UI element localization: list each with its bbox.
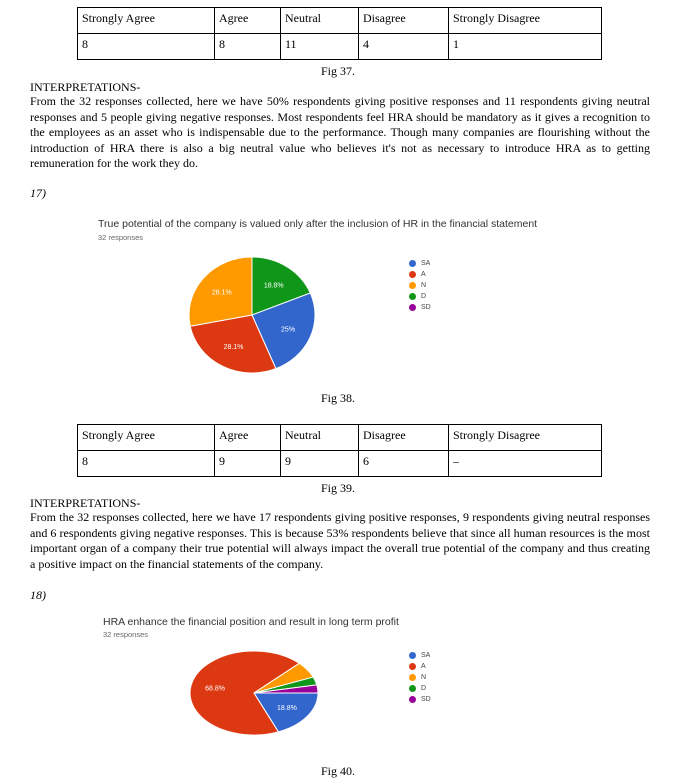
legend-label: A <box>421 663 426 670</box>
interpretation-paragraph: From the 32 responses collected, here we have 17 respondents giving positive responses, 9 respondents giving neutral responses and 6 respondents giving negative responses. This is because 53% respondents believe that since all human resources is the most important organ of a company their true potential will always impact the overall true potential of the company and thus creating a positive impact on the financial statements of the company. <box>30 510 650 571</box>
fig-37-caption: Fig 37. <box>320 64 355 78</box>
interpretation-paragraph: From the 32 responses collected, here we have 50% respondents giving positive responses and 11 respondents giving neutral responses and 5 people giving negative responses. Most respondents feel HRA should be mandatory as it gives a recognition to the employees as an asset who is indispensable due to the performance. Though many companies are flourishing without the introduction of HRA there is also a big neutral value who believes it's not as necessary to introduce HRA as to getting remuneration for the work they do. <box>30 94 650 170</box>
value-cell: 4 <box>359 34 449 60</box>
legend-item-sa <box>409 258 431 269</box>
header-cell: Strongly Disagree <box>449 8 602 34</box>
legend-item-n <box>409 672 431 683</box>
fig-38-caption: Fig 38. <box>320 391 355 405</box>
responses-table-fig39 <box>77 424 602 477</box>
value-cell: 9 <box>215 451 281 477</box>
fig-40-caption: Fig 40. <box>320 764 355 778</box>
legend-swatch <box>409 696 416 703</box>
legend-label: D <box>421 685 427 692</box>
slice-label: 18.8% <box>277 704 297 712</box>
value-cell: 1 <box>449 34 602 60</box>
legend-label: A <box>421 271 426 278</box>
legend-label: N <box>421 674 427 681</box>
header-cell: Strongly Agree <box>78 425 215 451</box>
legend-item-sd <box>409 302 431 313</box>
legend-label: SD <box>421 304 431 311</box>
header-cell: Agree <box>215 425 281 451</box>
chart-title: True potential of the company is valued only after the inclusion of HR in the financial statement <box>98 218 538 230</box>
value-cell: 9 <box>281 451 359 477</box>
legend-item-sa <box>409 650 431 661</box>
slice-label: 25% <box>281 326 296 334</box>
header-cell: Neutral <box>281 425 359 451</box>
legend-swatch <box>409 260 416 267</box>
legend-swatch <box>409 282 416 289</box>
slice-label: 18.8% <box>263 282 284 290</box>
value-cell: 8 <box>78 34 215 60</box>
legend-item-sd <box>409 694 431 705</box>
value-cell: 8 <box>78 451 215 477</box>
chart-legend <box>409 258 431 313</box>
question-number: 18) <box>30 588 46 602</box>
question-number: 17) <box>30 186 46 200</box>
legend-item-n <box>409 280 431 291</box>
legend-swatch <box>409 685 416 692</box>
value-cell: 11 <box>281 34 359 60</box>
table-header-row <box>78 425 602 451</box>
pie-chart-fig38 <box>180 252 325 377</box>
value-cell: 8 <box>215 34 281 60</box>
interpretations-heading: INTERPRETATIONS- <box>30 496 141 510</box>
fig-39-caption: Fig 39. <box>320 481 355 495</box>
header-cell: Agree <box>215 8 281 34</box>
chart-subtitle: 32 responses <box>98 233 144 242</box>
legend-swatch <box>409 271 416 278</box>
legend-swatch <box>409 674 416 681</box>
legend-label: SA <box>421 652 431 659</box>
legend-label: SD <box>421 696 431 703</box>
header-cell: Strongly Disagree <box>449 425 602 451</box>
table-row <box>78 451 602 477</box>
responses-table-fig37 <box>77 7 602 60</box>
legend-item-d <box>409 291 431 302</box>
legend-label: SA <box>421 260 431 267</box>
value-cell: 6 <box>359 451 449 477</box>
legend-label: D <box>421 293 427 300</box>
slice-label: 68.8% <box>205 685 226 693</box>
chart-subtitle: 32 responses <box>103 630 149 639</box>
legend-label: N <box>421 282 427 289</box>
legend-swatch <box>409 663 416 670</box>
header-cell: Disagree <box>359 8 449 34</box>
legend-swatch <box>409 293 416 300</box>
legend-item-a <box>409 269 431 280</box>
legend-swatch <box>409 304 416 311</box>
pie-chart-fig40 <box>180 648 325 748</box>
header-cell: Neutral <box>281 8 359 34</box>
table-row <box>78 34 602 60</box>
legend-swatch <box>409 652 416 659</box>
value-cell: – <box>449 451 602 477</box>
header-cell: Strongly Agree <box>78 8 215 34</box>
slice-label: 28.1% <box>211 289 232 297</box>
table-header-row <box>78 8 602 34</box>
chart-title: HRA enhance the financial position and result in long term profit <box>103 616 399 628</box>
slice-label: 28.1% <box>223 344 244 352</box>
legend-item-d <box>409 683 431 694</box>
chart-legend <box>409 650 431 705</box>
legend-item-a <box>409 661 431 672</box>
interpretations-heading: INTERPRETATIONS- <box>30 80 141 94</box>
header-cell: Disagree <box>359 425 449 451</box>
